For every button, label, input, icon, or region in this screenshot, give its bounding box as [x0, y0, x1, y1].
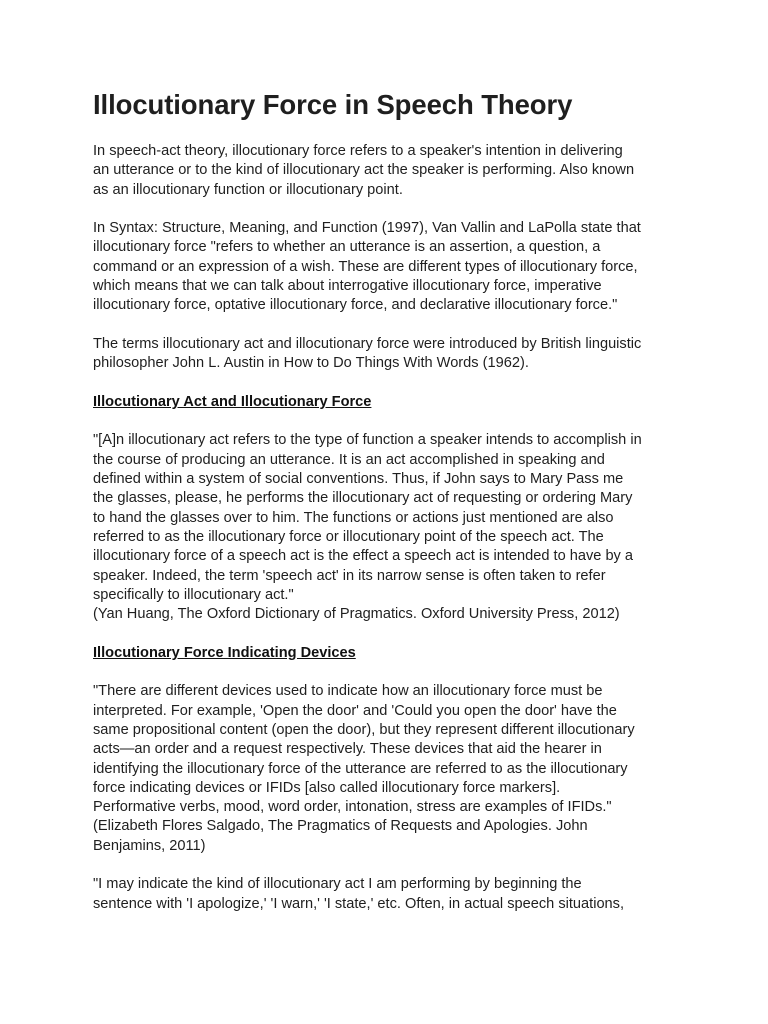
- paragraph-austin: [93, 335, 683, 374]
- text-line: an utterance or to the kind of illocutionary act the speaker is performing. Also known: [93, 162, 635, 179]
- text-line: the course of producing an utterance. It is an act accomplished in speaking and: [93, 451, 605, 468]
- text-line: illocutionary force, optative illocutionary force, and declarative illocutionary force.": [93, 297, 618, 314]
- text-line: illocutionary force "refers to whether an utterance is an assertion, a question, a: [93, 239, 601, 256]
- text-line: speaker. Indeed, the term 'speech act' in its narrow sense is often taken to refer: [93, 567, 606, 584]
- paragraph-huang-quote: [93, 431, 683, 624]
- text-line: "There are different devices used to indicate how an illocutionary force must be: [93, 683, 603, 700]
- text-line: "I may indicate the kind of illocutionary act I am performing by beginning the: [93, 876, 582, 893]
- paragraph-intro: [93, 142, 683, 200]
- text-line: acts—an order and a request respectively. These devices that aid the hearer in: [93, 741, 602, 758]
- text-line: interpreted. For example, 'Open the door' and 'Could you open the door' have the: [93, 702, 617, 719]
- text-line: same propositional content (open the door), but they represent different illocutionary: [93, 721, 635, 738]
- text-line: identifying the illocutionary force of the utterance are referred to as the illocutionary: [93, 760, 628, 777]
- text-line: philosopher John L. Austin in How to Do Things With Words (1962).: [93, 355, 529, 372]
- paragraph-salgado-quote: [93, 682, 683, 856]
- text-line: "[A]n illocutionary act refers to the type of function a speaker intends to accomplish in: [93, 432, 642, 449]
- text-line: In Syntax: Structure, Meaning, and Function (1997), Van Vallin and LaPolla state that: [93, 220, 641, 237]
- section-heading-ifids: Illocutionary Force Indicating Devices: [93, 644, 356, 661]
- paragraph-syntax-quote: [93, 219, 683, 315]
- section-heading-act-and-force: Illocutionary Act and Illocutionary Force: [93, 393, 372, 410]
- text-line: sentence with 'I apologize,' 'I warn,' 'I state,' etc. Often, in actual speech situations,: [93, 895, 625, 912]
- text-line: The terms illocutionary act and illocutionary force were introduced by British linguistic: [93, 335, 642, 352]
- text-line: In speech-act theory, illocutionary force refers to a speaker's intention in delivering: [93, 143, 623, 159]
- page-title: Illocutionary Force in Speech Theory: [93, 89, 573, 120]
- document-page: [93, 88, 683, 933]
- text-line: defined within a system of social conventions. Thus, if John says to Mary Pass me: [93, 471, 624, 488]
- text-line: Performative verbs, mood, word order, intonation, stress are examples of IFIDs.": [93, 799, 612, 816]
- text-line: to hand the glasses over to him. The functions or actions just mentioned are also: [93, 509, 614, 526]
- text-line: specifically to illocutionary act.": [93, 586, 294, 603]
- text-line: referred to as the illocutionary force or illocutionary point of the speech act. The: [93, 528, 604, 545]
- text-line: illocutionary force of a speech act is the effect a speech act is intended to have by a: [93, 548, 634, 565]
- text-line: which means that we can talk about interrogative illocutionary force, imperative: [93, 278, 602, 295]
- citation-line: (Yan Huang, The Oxford Dictionary of Pragmatics. Oxford University Press, 2012): [93, 606, 620, 623]
- citation-line: Benjamins, 2011): [93, 837, 206, 854]
- citation-line: (Elizabeth Flores Salgado, The Pragmatics of Requests and Apologies. John: [93, 818, 588, 835]
- paragraph-searle-quote: [93, 875, 683, 914]
- text-line: as an illocutionary function or illocutionary point.: [93, 181, 403, 198]
- text-line: command or an expression of a wish. These are different types of illocutionary force,: [93, 258, 638, 275]
- text-line: the glasses, please, he performs the illocutionary act of requesting or ordering Mary: [93, 490, 633, 507]
- text-line: force indicating devices or IFIDs [also called illocutionary force markers].: [93, 779, 561, 796]
